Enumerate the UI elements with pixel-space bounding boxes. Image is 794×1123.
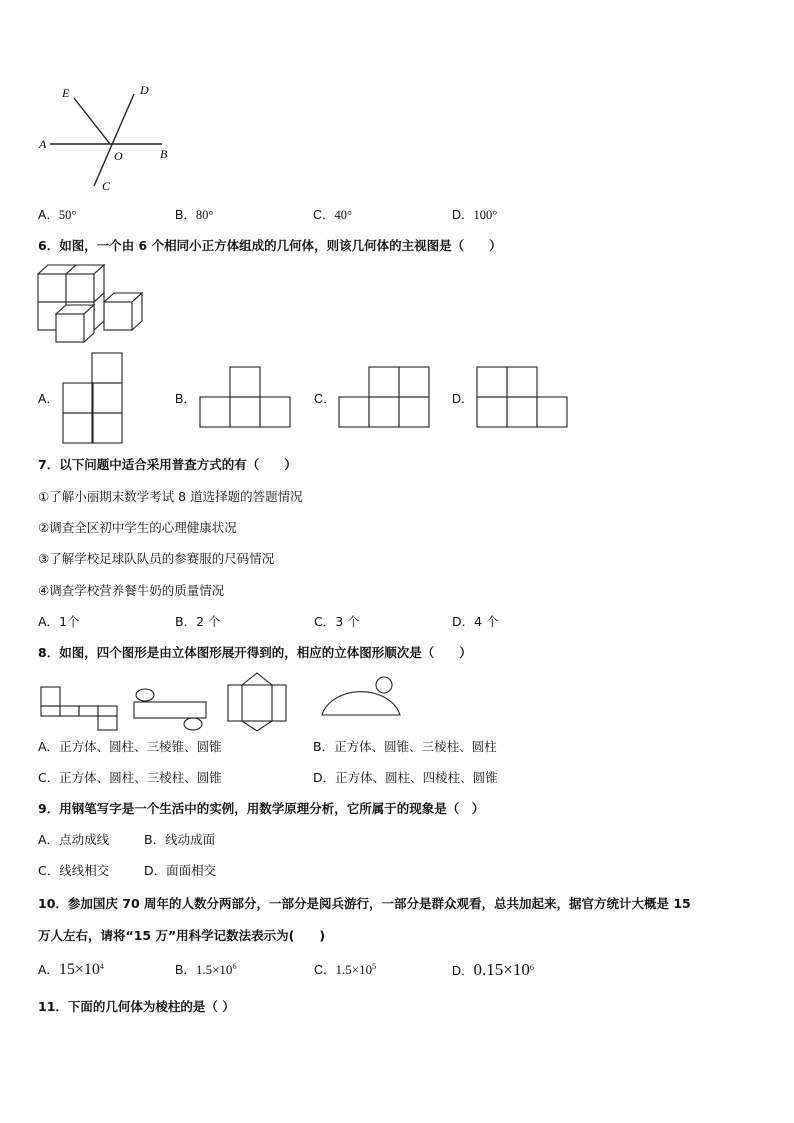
option-letter: A．: [38, 963, 59, 977]
q6-stem: 6．如图，一个由 6 个相同小正方体组成的几何体，则该几何体的主视图是（ ）: [38, 238, 502, 253]
q6-cube-figure: [36, 262, 146, 342]
q9-stem: 9．用钢笔写字是一个生活中的实例，用数学原理分析，它所属于的现象是（ ）: [38, 801, 485, 816]
option-letter: D．: [452, 614, 475, 629]
q6-option-a-view[interactable]: [62, 352, 124, 444]
q5-option-c[interactable]: [313, 207, 352, 223]
q9-option-a[interactable]: [38, 832, 109, 848]
option-letter: A．: [38, 614, 60, 629]
q6-option-d-view[interactable]: [476, 366, 568, 428]
option-base: 0.15×10: [473, 960, 530, 979]
q8-stem: 8．如图，四个图形是由立体图形展开得到的，相应的立体图形顺次是（ ）: [38, 645, 472, 660]
q9-option-b[interactable]: [144, 832, 215, 848]
q6-option-c-view[interactable]: [338, 366, 430, 428]
option-letter: D．: [313, 770, 336, 785]
option-text: 面面相交: [166, 863, 217, 878]
option-letter: B．: [313, 739, 335, 754]
option-letter: D．: [452, 964, 474, 978]
label-e: E: [62, 86, 70, 100]
option-base: 15×10: [58, 961, 100, 978]
q5-angle-figure: [36, 80, 186, 195]
option-text: 正方体、圆锥、三棱柱、圆柱: [334, 739, 497, 754]
q7-stem: 7．以下问题中适合采用普查方式的有（ ）: [38, 457, 297, 472]
q7-option-c[interactable]: [314, 614, 360, 630]
q8-option-a[interactable]: [38, 739, 222, 755]
cylinder-net: [134, 689, 206, 730]
q7-option-b[interactable]: [175, 614, 221, 630]
q7-option-d[interactable]: [452, 614, 499, 630]
option-letter: B．: [175, 963, 196, 977]
prism-net: [228, 673, 286, 731]
option-letter: B．: [175, 614, 197, 629]
label-d: D: [140, 83, 149, 97]
option-letter: A．: [38, 208, 59, 222]
option-base: 1.5×10: [195, 962, 233, 977]
option-letter: C．: [38, 863, 60, 878]
option-text: 50°: [58, 208, 77, 222]
option-letter: A．: [38, 739, 60, 754]
q7-item-2: ②调查全区初中学生的心理健康状况: [38, 520, 237, 535]
q5-option-d[interactable]: [452, 207, 497, 223]
option-text: 正方体、圆柱、四棱柱、圆锥: [335, 770, 498, 785]
option-letter: C．: [38, 770, 60, 785]
option-letter: D．: [144, 863, 167, 878]
option-text: 1个: [59, 614, 80, 629]
q9-option-d[interactable]: [144, 863, 216, 879]
q10-stem-line2: 万人左右，请将“15 万”用科学记数法表示为( ): [38, 928, 326, 943]
q7-option-a[interactable]: [38, 614, 80, 630]
q6-option-c[interactable]: C．: [314, 392, 336, 406]
option-exponent: 5: [372, 961, 377, 971]
q8-nets-figure: [38, 677, 408, 732]
option-text: 正方体、圆柱、三棱锥、圆锥: [59, 739, 222, 754]
q5-option-b[interactable]: [175, 207, 213, 223]
option-text: 4 个: [474, 614, 499, 629]
ray-oe: [74, 98, 110, 144]
q5-option-a[interactable]: [38, 207, 76, 223]
option-text: 2 个: [196, 614, 221, 629]
q6-option-a[interactable]: A．: [38, 392, 59, 406]
option-exponent: 4: [99, 961, 104, 971]
q6-option-d[interactable]: D．: [452, 392, 474, 406]
option-base: 1.5×10: [335, 962, 373, 977]
cone-net: [322, 677, 400, 715]
q10-option-d[interactable]: [452, 962, 534, 979]
option-letter: B．: [175, 208, 196, 222]
q10-stem-line1: 10．参加国庆 70 周年的人数分两部分，一部分是阅兵游行，一部分是群众观看，总共加起来，据官方统计大概是 15: [38, 896, 691, 911]
q7-item-4: ④调查学校营养餐牛奶的质量情况: [38, 583, 225, 598]
q11-stem: 11．下面的几何体为棱柱的是（ ）: [38, 999, 235, 1014]
q7-item-3: ③了解学校足球队队员的参赛服的尺码情况: [38, 551, 275, 566]
option-text: 线线相交: [59, 863, 110, 878]
q8-option-c[interactable]: [38, 770, 222, 786]
q10-option-c[interactable]: [314, 962, 376, 978]
label-a: A: [39, 137, 47, 151]
option-text: 100°: [473, 208, 498, 222]
label-b: B: [160, 147, 168, 161]
option-text: 点动成线: [59, 832, 110, 847]
q7-item-1: ①了解小丽期末数学考试 8 道选择题的答题情况: [38, 489, 303, 504]
label-c: C: [102, 179, 111, 193]
q9-option-c[interactable]: [38, 863, 109, 879]
option-text: 3 个: [335, 614, 360, 629]
cube-net: [41, 687, 117, 730]
option-letter: D．: [452, 208, 474, 222]
q6-option-b[interactable]: B．: [175, 392, 196, 406]
option-letter: C．: [313, 208, 335, 222]
option-letter: B．: [144, 832, 166, 847]
option-exponent: 6: [232, 961, 237, 971]
option-text: 80°: [195, 208, 214, 222]
option-text: 正方体、圆柱、三棱柱、圆锥: [59, 770, 222, 785]
option-text: 40°: [334, 208, 353, 222]
option-text: 线动成面: [165, 832, 216, 847]
option-letter: C．: [314, 963, 336, 977]
option-letter: C．: [314, 614, 336, 629]
q10-option-a[interactable]: [38, 962, 104, 978]
q8-option-b[interactable]: [313, 739, 497, 755]
option-letter: A．: [38, 832, 60, 847]
q10-option-b[interactable]: [175, 962, 237, 978]
q8-option-d[interactable]: [313, 770, 498, 786]
label-o: O: [114, 149, 123, 163]
option-exponent: 6: [529, 962, 534, 972]
q6-option-b-view[interactable]: [199, 366, 291, 428]
line-cd: [94, 94, 134, 186]
